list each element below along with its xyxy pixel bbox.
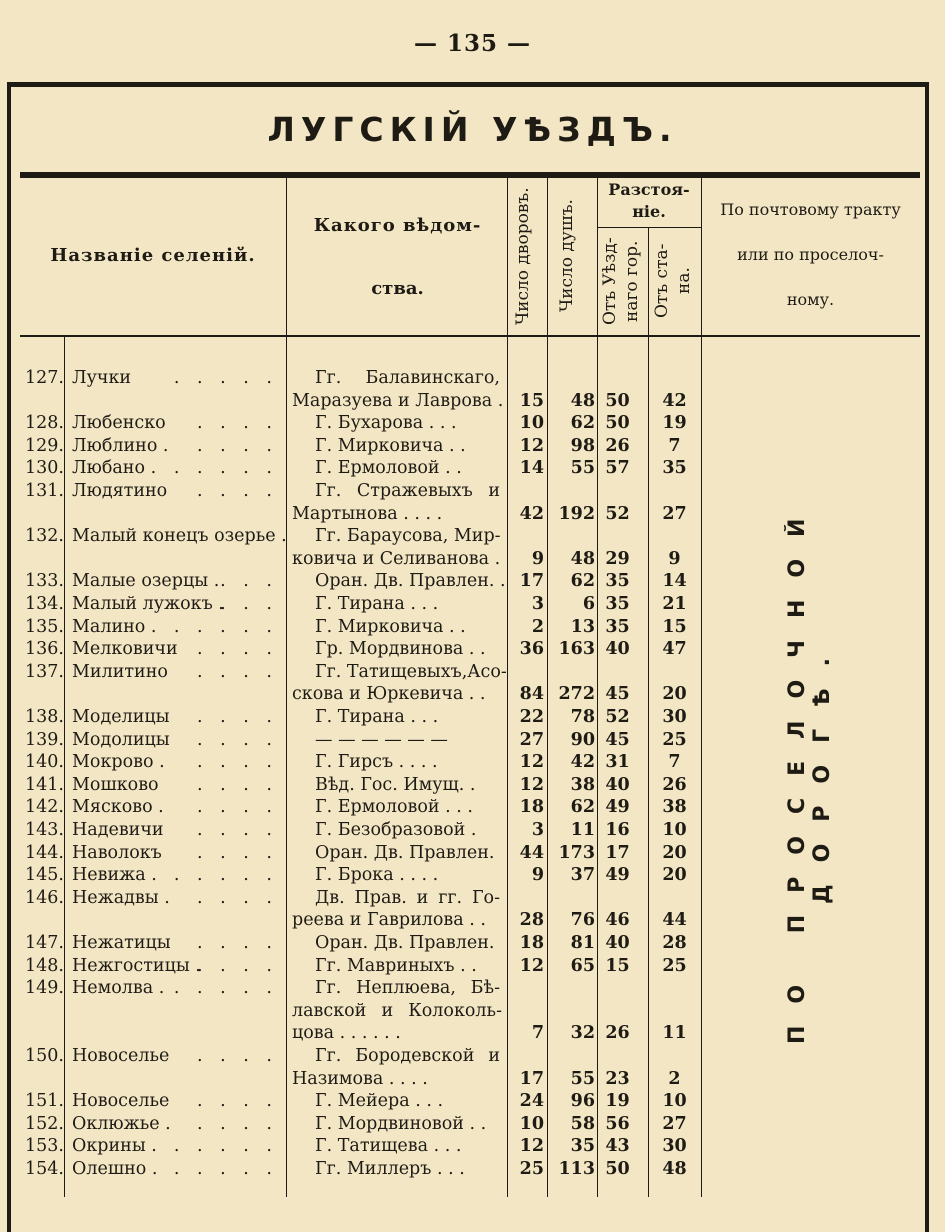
authority-line: Г. Бухарова . . . xyxy=(315,413,457,434)
souls-value: 81 xyxy=(570,933,595,953)
settlement-name: Нежадвы . xyxy=(72,887,170,908)
distance-town-value: 43 xyxy=(605,1136,630,1157)
authority-line: Г. Тирана . . . xyxy=(315,707,439,727)
authority-line: Гг. Бараусова, Мир- xyxy=(315,526,501,547)
leader-dots: . . . . . xyxy=(173,865,278,886)
header-households: Число дворовъ. xyxy=(513,187,533,325)
settlement-name: Немолва . xyxy=(72,978,165,999)
distance-stan-value: 21 xyxy=(662,594,687,614)
table-row xyxy=(0,729,945,752)
settlement-name: Нежатицы xyxy=(72,933,171,953)
row-number: 131. xyxy=(25,481,64,501)
table-row xyxy=(0,1000,945,1023)
distance-stan-value: 44 xyxy=(662,910,687,931)
households-value: 12 xyxy=(519,955,544,976)
settlement-name: Надевичи xyxy=(72,820,164,840)
authority-line: Г. Ермоловой . . . xyxy=(315,797,473,818)
distance-stan-value: 42 xyxy=(662,390,687,411)
distance-town-value: 49 xyxy=(605,797,630,818)
souls-value: 42 xyxy=(570,752,595,773)
leader-dots: . . . . xyxy=(197,774,278,795)
authority-line: Назимова . . . . xyxy=(292,1068,428,1089)
table-row xyxy=(0,525,945,548)
distance-stan-value: 28 xyxy=(662,933,687,953)
authority-line: Г. Брока . . . . xyxy=(315,865,439,886)
authority-line: Гг. Татищевыхъ,Асо- xyxy=(315,661,507,682)
households-value: 36 xyxy=(519,639,544,660)
distance-town-value: 31 xyxy=(605,752,630,773)
souls-value: 48 xyxy=(570,390,595,411)
distance-town-value: 56 xyxy=(605,1113,630,1134)
distance-stan-value: 30 xyxy=(662,1136,687,1157)
row-number: 149. xyxy=(25,978,64,999)
authority-line: Г. Мейера . . . xyxy=(315,1091,444,1112)
settlement-name: Наволокъ xyxy=(72,842,162,863)
authority-line: Дв. Прав. и гг. Го- xyxy=(315,887,500,908)
households-value: 24 xyxy=(519,1091,544,1112)
households-value: 12 xyxy=(519,435,544,456)
distance-town-value: 45 xyxy=(605,729,630,750)
settlement-name: Людятино xyxy=(72,481,168,501)
table-row xyxy=(0,932,945,955)
settlement-name: Мошково xyxy=(72,774,159,795)
header-authority-1: Какого вѣдом- xyxy=(313,215,482,236)
table-row xyxy=(0,977,945,1000)
table-row xyxy=(0,1090,945,1113)
settlement-name: Олешно . xyxy=(72,1159,158,1179)
authority-line: лавской и Колоколь- xyxy=(292,1000,502,1021)
authority-line: Мартынова . . . . xyxy=(292,503,443,524)
table-row xyxy=(0,503,945,526)
households-value: 18 xyxy=(519,797,544,818)
households-value: 10 xyxy=(519,1113,544,1134)
leader-dots: . . . . xyxy=(197,639,278,660)
settlement-name: Малино . xyxy=(72,616,157,637)
table-row xyxy=(0,706,945,729)
row-number: 145. xyxy=(25,865,64,886)
households-value: 9 xyxy=(531,548,544,569)
table-row xyxy=(0,842,945,865)
distance-town-value: 49 xyxy=(605,865,630,886)
table-row xyxy=(0,638,945,661)
authority-line: Г. Тирана . . . xyxy=(315,594,439,614)
souls-value: 32 xyxy=(570,1023,595,1044)
distance-stan-value: 7 xyxy=(668,435,681,456)
authority-line: Гг. Мавриныхъ . . xyxy=(315,955,477,976)
row-number: 154. xyxy=(25,1159,64,1179)
distance-stan-value: 26 xyxy=(662,774,687,795)
authority-line: Оран. Дв. Правлен. . xyxy=(315,571,506,592)
souls-value: 11 xyxy=(570,820,595,840)
table-row xyxy=(0,367,945,390)
leader-dots: . . . . xyxy=(197,820,278,840)
distance-stan-value: 30 xyxy=(662,707,687,727)
distance-stan-value: 14 xyxy=(662,571,687,592)
households-value: 14 xyxy=(519,458,544,479)
souls-value: 65 xyxy=(570,955,595,976)
settlement-name: Любенско xyxy=(72,413,166,434)
leader-dots: . . . . xyxy=(197,707,278,727)
table-row xyxy=(0,774,945,797)
souls-value: 173 xyxy=(558,842,595,863)
distance-town-value: 40 xyxy=(605,933,630,953)
leader-dots: . . . . xyxy=(197,1091,278,1112)
authority-line: Г. Мордвиновой . . xyxy=(315,1113,487,1134)
settlement-name: Мясково . xyxy=(72,797,164,818)
authority-line: Гг. Стражевыхъ и xyxy=(315,481,500,501)
distance-town-value: 50 xyxy=(605,413,630,434)
header-souls: Число душъ. xyxy=(557,199,577,313)
distance-town-value: 50 xyxy=(605,1159,630,1179)
households-value: 42 xyxy=(519,503,544,524)
settlement-name: Малый лужокъ . xyxy=(72,594,224,614)
households-value: 84 xyxy=(519,684,544,705)
settlement-name: Мелковичи xyxy=(72,639,178,660)
households-value: 44 xyxy=(519,842,544,863)
page-number: — 135 — xyxy=(413,30,532,57)
settlement-name: Модолицы xyxy=(72,729,170,750)
souls-value: 35 xyxy=(570,1136,595,1157)
settlement-name: Мокрово . xyxy=(72,752,165,773)
settlement-name: Лучки xyxy=(72,368,132,388)
authority-line: Г. Татищева . . . xyxy=(315,1136,462,1157)
row-number: 129. xyxy=(25,435,64,456)
distance-town-value: 35 xyxy=(605,616,630,637)
leader-dots: . . . . xyxy=(197,887,278,908)
souls-value: 163 xyxy=(558,639,595,660)
header-from-town-2: наго гор. xyxy=(622,240,642,322)
road-type-vertical: ПО ПРОСЕЛОЧНОЙ ДОРОГѢ. xyxy=(785,496,835,1044)
row-number: 148. xyxy=(25,955,64,976)
header-road-2: или по проселоч- xyxy=(737,245,884,264)
authority-line: реева и Гаврилова . . xyxy=(292,910,486,931)
distance-stan-value: 11 xyxy=(662,1023,687,1044)
table-row xyxy=(0,751,945,774)
row-number: 132. xyxy=(25,526,64,547)
header-authority-2: ства. xyxy=(371,278,424,299)
leader-dots: . . . . xyxy=(197,842,278,863)
table-row xyxy=(0,864,945,887)
authority-line: Г. Ермоловой . . xyxy=(315,458,462,479)
leader-dots: . . . xyxy=(220,594,278,614)
souls-value: 62 xyxy=(570,797,595,818)
households-value: 12 xyxy=(519,1136,544,1157)
souls-value: 62 xyxy=(570,571,595,592)
households-value: 18 xyxy=(519,933,544,953)
leader-dots: . . . . xyxy=(197,661,278,682)
table-row xyxy=(0,819,945,842)
leader-dots: . . . . xyxy=(197,955,278,976)
distance-town-value: 23 xyxy=(605,1068,630,1089)
district-title: ЛУГСКІЙ УѢЗДЪ. xyxy=(267,110,678,149)
leader-dots: . . . . xyxy=(197,729,278,750)
distance-stan-value: 25 xyxy=(662,729,687,750)
households-value: 2 xyxy=(531,616,544,637)
table-row xyxy=(0,616,945,639)
distance-town-value: 35 xyxy=(605,594,630,614)
header-from-stan-1: Отъ ста- xyxy=(652,243,672,319)
households-value: 3 xyxy=(531,820,544,840)
distance-town-value: 19 xyxy=(605,1091,630,1112)
table-row xyxy=(0,1135,945,1158)
header-distance-2: ніе. xyxy=(632,202,666,221)
header-road-3: ному. xyxy=(786,290,835,309)
row-number: 135. xyxy=(25,616,64,637)
settlement-name: Люблино . xyxy=(72,435,169,456)
table-row xyxy=(0,955,945,978)
settlement-name: Невижа . xyxy=(72,865,157,886)
distance-town-value: 45 xyxy=(605,684,630,705)
souls-value: 37 xyxy=(570,865,595,886)
distance-stan-value: 20 xyxy=(662,865,687,886)
table-row xyxy=(0,390,945,413)
households-value: 15 xyxy=(519,390,544,411)
row-number: 143. xyxy=(25,820,64,840)
distance-town-value: 52 xyxy=(605,503,630,524)
authority-line: цова . . . . . . xyxy=(292,1023,401,1044)
settlement-name: Нежгостицы . xyxy=(72,955,201,976)
distance-stan-value: 7 xyxy=(668,752,681,773)
settlement-name: Моделицы xyxy=(72,707,170,727)
row-number: 128. xyxy=(25,413,64,434)
settlement-name: Малые озерцы . xyxy=(72,571,220,592)
settlement-name: Оклюжье . xyxy=(72,1113,171,1134)
leader-dots: . . . . xyxy=(197,933,278,953)
table-row xyxy=(0,435,945,458)
row-number: 151. xyxy=(25,1091,64,1112)
souls-value: 76 xyxy=(570,910,595,931)
authority-line: Г. Гирсъ . . . . xyxy=(315,752,438,773)
distance-stan-value: 9 xyxy=(668,548,681,569)
souls-value: 48 xyxy=(570,548,595,569)
leader-dots: . . . . xyxy=(197,797,278,818)
distance-town-value: 16 xyxy=(605,820,630,840)
leader-dots: . . . . xyxy=(197,1113,278,1134)
table-row xyxy=(0,796,945,819)
header-from-town-1: Отъ Уѣзд- xyxy=(600,237,620,325)
souls-value: 6 xyxy=(582,594,595,614)
souls-value: 192 xyxy=(558,503,595,524)
authority-line: Гг. Неплюева, Бѣ- xyxy=(315,978,500,999)
table-row xyxy=(0,457,945,480)
leader-dots: . . . . . xyxy=(173,978,278,999)
authority-line: Гг. Миллеръ . . . xyxy=(315,1159,465,1179)
authority-line: Гг. Бородевской и xyxy=(315,1046,500,1066)
distance-stan-value: 20 xyxy=(662,684,687,705)
distance-town-value: 26 xyxy=(605,1023,630,1044)
row-number: 141. xyxy=(25,774,64,795)
distance-stan-value: 47 xyxy=(662,639,687,660)
distance-town-value: 29 xyxy=(605,548,630,569)
households-value: 7 xyxy=(531,1023,544,1044)
distance-stan-value: 38 xyxy=(662,797,687,818)
distance-town-value: 26 xyxy=(605,435,630,456)
settlement-name: Малый конецъ озерье . xyxy=(72,526,287,547)
distance-town-value: 15 xyxy=(605,955,630,976)
row-number: 136. xyxy=(25,639,64,660)
distance-stan-value: 19 xyxy=(662,413,687,434)
households-value: 10 xyxy=(519,413,544,434)
distance-stan-value: 48 xyxy=(662,1159,687,1179)
distance-town-value: 57 xyxy=(605,458,630,479)
settlement-name: Новоселье xyxy=(72,1091,170,1112)
authority-line: Гр. Мордвинова . . xyxy=(315,639,486,660)
table-row xyxy=(0,570,945,593)
distance-town-value: 46 xyxy=(605,910,630,931)
leader-dots: . . . . xyxy=(197,435,278,456)
souls-value: 62 xyxy=(570,413,595,434)
distance-town-value: 40 xyxy=(605,639,630,660)
header-road-1: По почтовому тракту xyxy=(720,200,901,219)
distance-town-value: 35 xyxy=(605,571,630,592)
authority-line: скова и Юркевича . . xyxy=(292,684,486,705)
souls-value: 78 xyxy=(570,707,595,727)
settlement-name: Окрины . xyxy=(72,1136,157,1157)
leader-dots: . . . xyxy=(220,571,278,592)
table-row xyxy=(0,480,945,503)
row-number: 152. xyxy=(25,1113,64,1134)
table-row xyxy=(0,1022,945,1045)
leader-dots: . . . . . xyxy=(173,1136,278,1157)
table-row xyxy=(0,412,945,435)
authority-line: Оран. Дв. Правлен. xyxy=(315,933,495,953)
households-value: 12 xyxy=(519,752,544,773)
souls-value: 38 xyxy=(570,774,595,795)
table-row xyxy=(0,548,945,571)
distance-stan-value: 2 xyxy=(668,1068,681,1089)
authority-line: — — — — — — xyxy=(315,729,448,750)
table-row xyxy=(0,593,945,616)
leader-dots: . . . . xyxy=(197,1046,278,1066)
row-number: 144. xyxy=(25,842,64,863)
settlement-name: Любано . xyxy=(72,458,157,479)
distance-stan-value: 10 xyxy=(662,1091,687,1112)
authority-line: Г. Мирковича . . xyxy=(315,616,466,637)
header-from-stan-2: на. xyxy=(674,267,694,295)
table-row xyxy=(0,661,945,684)
souls-value: 55 xyxy=(570,1068,595,1089)
distance-town-value: 40 xyxy=(605,774,630,795)
households-value: 3 xyxy=(531,594,544,614)
leader-dots: . . . . . xyxy=(173,458,278,479)
row-number: 134. xyxy=(25,594,64,614)
header-distance-1: Разстоя- xyxy=(608,180,690,199)
households-value: 28 xyxy=(519,910,544,931)
leader-dots: . . . . . xyxy=(173,616,278,637)
authority-line: Гг. Балавинскаго, xyxy=(315,368,500,388)
row-number: 150. xyxy=(25,1046,64,1066)
row-number: 127. xyxy=(25,368,64,388)
leader-dots: . . . . . xyxy=(173,1159,278,1179)
distance-town-value: 52 xyxy=(605,707,630,727)
souls-value: 13 xyxy=(570,616,595,637)
row-number: 146. xyxy=(25,887,64,908)
souls-value: 58 xyxy=(570,1113,595,1134)
settlement-name: Милитино xyxy=(72,661,168,682)
table-row xyxy=(0,909,945,932)
leader-dots: . . . . xyxy=(197,752,278,773)
table-row xyxy=(0,887,945,910)
row-number: 137. xyxy=(25,661,64,682)
authority-line: Вѣд. Гос. Имущ. . xyxy=(315,774,476,795)
distance-stan-value: 20 xyxy=(662,842,687,863)
distance-stan-value: 27 xyxy=(662,503,687,524)
households-value: 27 xyxy=(519,729,544,750)
souls-value: 90 xyxy=(570,729,595,750)
authority-line: ковича и Селиванова . xyxy=(292,548,501,569)
souls-value: 96 xyxy=(570,1091,595,1112)
souls-value: 272 xyxy=(558,684,595,705)
settlement-name: Новоселье xyxy=(72,1046,170,1066)
authority-line: Маразуева и Лаврова . xyxy=(292,390,504,411)
authority-line: Г. Безобразовой . xyxy=(315,820,477,840)
authority-line: Оран. Дв. Правлен. xyxy=(315,842,495,863)
households-value: 9 xyxy=(531,865,544,886)
row-number: 147. xyxy=(25,933,64,953)
households-value: 22 xyxy=(519,707,544,727)
leader-dots: . . . . . xyxy=(173,368,278,388)
distance-town-value: 50 xyxy=(605,390,630,411)
households-value: 17 xyxy=(519,1068,544,1089)
distance-stan-value: 25 xyxy=(662,955,687,976)
souls-value: 113 xyxy=(558,1159,595,1179)
table-row xyxy=(0,1045,945,1068)
distance-stan-value: 35 xyxy=(662,458,687,479)
souls-value: 55 xyxy=(570,458,595,479)
header-name: Названіе селеній. xyxy=(50,245,256,266)
distance-stan-value: 10 xyxy=(662,820,687,840)
table-row xyxy=(0,683,945,706)
row-number: 133. xyxy=(25,571,64,592)
leader-dots: . . . . xyxy=(197,413,278,434)
authority-line: Г. Мирковича . . xyxy=(315,435,466,456)
leader-dots: . . . . xyxy=(197,481,278,501)
table-row xyxy=(0,1158,945,1181)
row-number: 153. xyxy=(25,1136,64,1157)
table-row xyxy=(0,1113,945,1136)
households-value: 12 xyxy=(519,774,544,795)
distance-stan-value: 27 xyxy=(662,1113,687,1134)
row-number: 140. xyxy=(25,752,64,773)
distance-town-value: 17 xyxy=(605,842,630,863)
distance-stan-value: 15 xyxy=(662,616,687,637)
row-number: 142. xyxy=(25,797,64,818)
souls-value: 98 xyxy=(570,435,595,456)
row-number: 130. xyxy=(25,458,64,479)
households-value: 25 xyxy=(519,1159,544,1179)
row-number: 138. xyxy=(25,707,64,727)
row-number: 139. xyxy=(25,729,64,750)
table-row xyxy=(0,1068,945,1091)
households-value: 17 xyxy=(519,571,544,592)
